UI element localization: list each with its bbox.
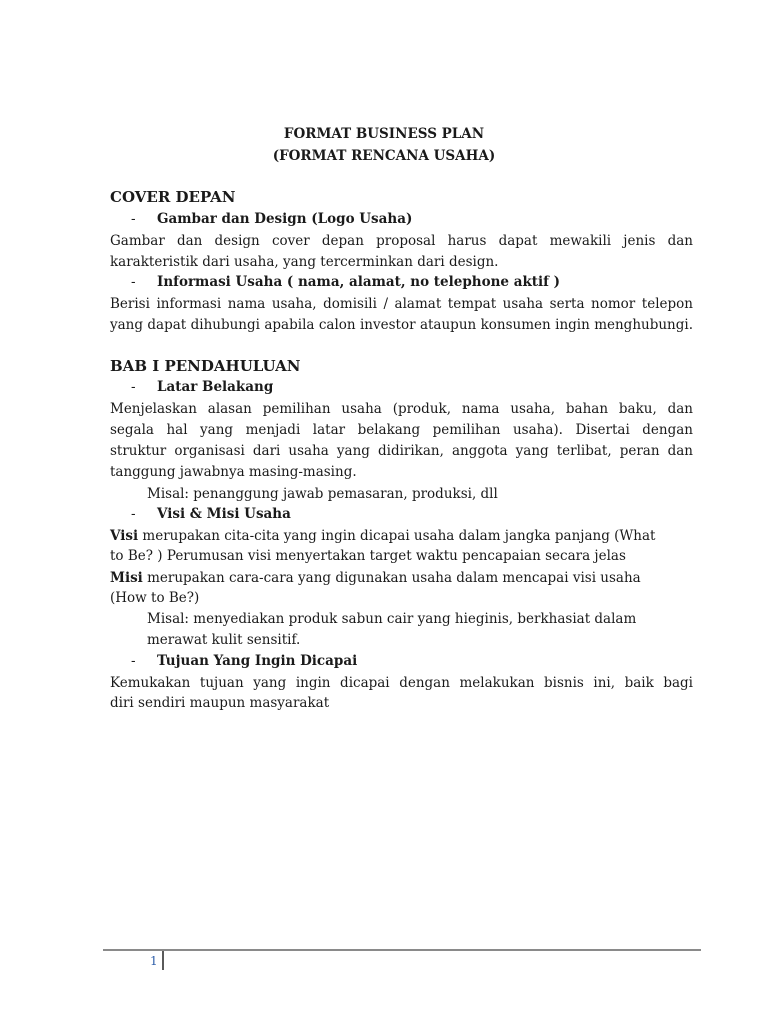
paragraph	[110, 568, 693, 589]
paragraph-line: Menjelaskan alasan pemilihan usaha (produk, nama usaha, bahan baku, dan	[110, 401, 693, 417]
page-number: 1	[150, 954, 158, 968]
paragraph	[110, 231, 693, 252]
paragraph-line: to Be? ) Perumusan visi menyertakan target waktu pencapaian secara jelas	[110, 548, 626, 564]
paragraph-line: Kemukakan tujuan yang ingin dicapai dengan melakukan bisnis ini, baik bagi	[110, 675, 693, 691]
section-heading-cover: COVER DEPAN	[110, 188, 236, 206]
footer-rule	[103, 949, 701, 951]
paragraph	[110, 252, 693, 273]
paragraph-line: segala hal yang menjadi latar belakang pemilihan usaha). Disertai dengan	[110, 422, 693, 438]
visi-text: merupakan cita-cita yang ingin dicapai usaha dalam jangka panjang (What	[138, 528, 656, 544]
paragraph-line: karakteristik dari usaha, yang tercerminkan dari design.	[110, 254, 499, 270]
paragraph	[110, 693, 693, 714]
misi-text: merupakan cara-cara yang digunakan usaha dalam mencapai visi usaha	[142, 570, 641, 586]
paragraph	[110, 315, 693, 336]
example-line: merawat kulit sensitif.	[147, 632, 301, 648]
paragraph	[110, 294, 693, 315]
bullet-dash: -	[131, 653, 136, 669]
paragraph-line: Berisi informasi nama usaha, domisili / alamat tempat usaha serta nomor telepon	[110, 296, 693, 312]
paragraph-line: struktur organisasi dari usaha yang didirikan, anggota yang terlibat, peran dan	[110, 443, 693, 459]
bullet-dash: -	[131, 379, 136, 395]
paragraph-line: tanggung jawabnya masing-masing.	[110, 464, 357, 480]
paragraph-line: (How to Be?)	[110, 590, 200, 606]
document-title: FORMAT BUSINESS PLAN	[283, 126, 485, 142]
bullet-dash: -	[131, 211, 136, 227]
paragraph-line: Gambar dan design cover depan proposal harus dapat mewakili jenis dan	[110, 233, 693, 249]
paragraph-line: yang dapat dihubungi apabila calon investor ataupun konsumen ingin menghubungi.	[110, 317, 693, 333]
document-subtitle: (FORMAT RENCANA USAHA)	[272, 148, 496, 164]
bullet-label: Latar Belakang	[157, 379, 274, 395]
paragraph	[110, 673, 693, 694]
bullet-label: Informasi Usaha ( nama, alamat, no telephone aktif )	[157, 274, 561, 290]
paragraph-line	[110, 526, 693, 547]
term-misi: Misi	[110, 570, 143, 586]
paragraph-line: diri sendiri maupun masyarakat	[110, 695, 330, 711]
term-visi: Visi	[110, 528, 139, 544]
paragraph	[110, 420, 693, 441]
paragraph	[110, 588, 693, 609]
section-heading-bab1: BAB I PENDAHULUAN	[110, 357, 301, 375]
example-line: Misal: penanggung jawab pemasaran, produksi, dll	[147, 486, 498, 502]
page-number-bar	[162, 951, 164, 970]
paragraph	[110, 399, 693, 420]
bullet-label: Tujuan Yang Ingin Dicapai	[157, 653, 358, 669]
paragraph	[110, 526, 693, 547]
paragraph	[110, 441, 693, 462]
bullet-dash: -	[131, 506, 136, 522]
paragraph-line	[110, 568, 693, 589]
paragraph	[110, 462, 693, 483]
example-line: Misal: menyediakan produk sabun cair yang hieginis, berkhasiat dalam	[147, 611, 637, 627]
bullet-label: Gambar dan Design (Logo Usaha)	[157, 211, 413, 227]
paragraph	[110, 546, 693, 567]
bullet-dash: -	[131, 274, 136, 290]
bullet-label: Visi & Misi Usaha	[157, 506, 291, 522]
